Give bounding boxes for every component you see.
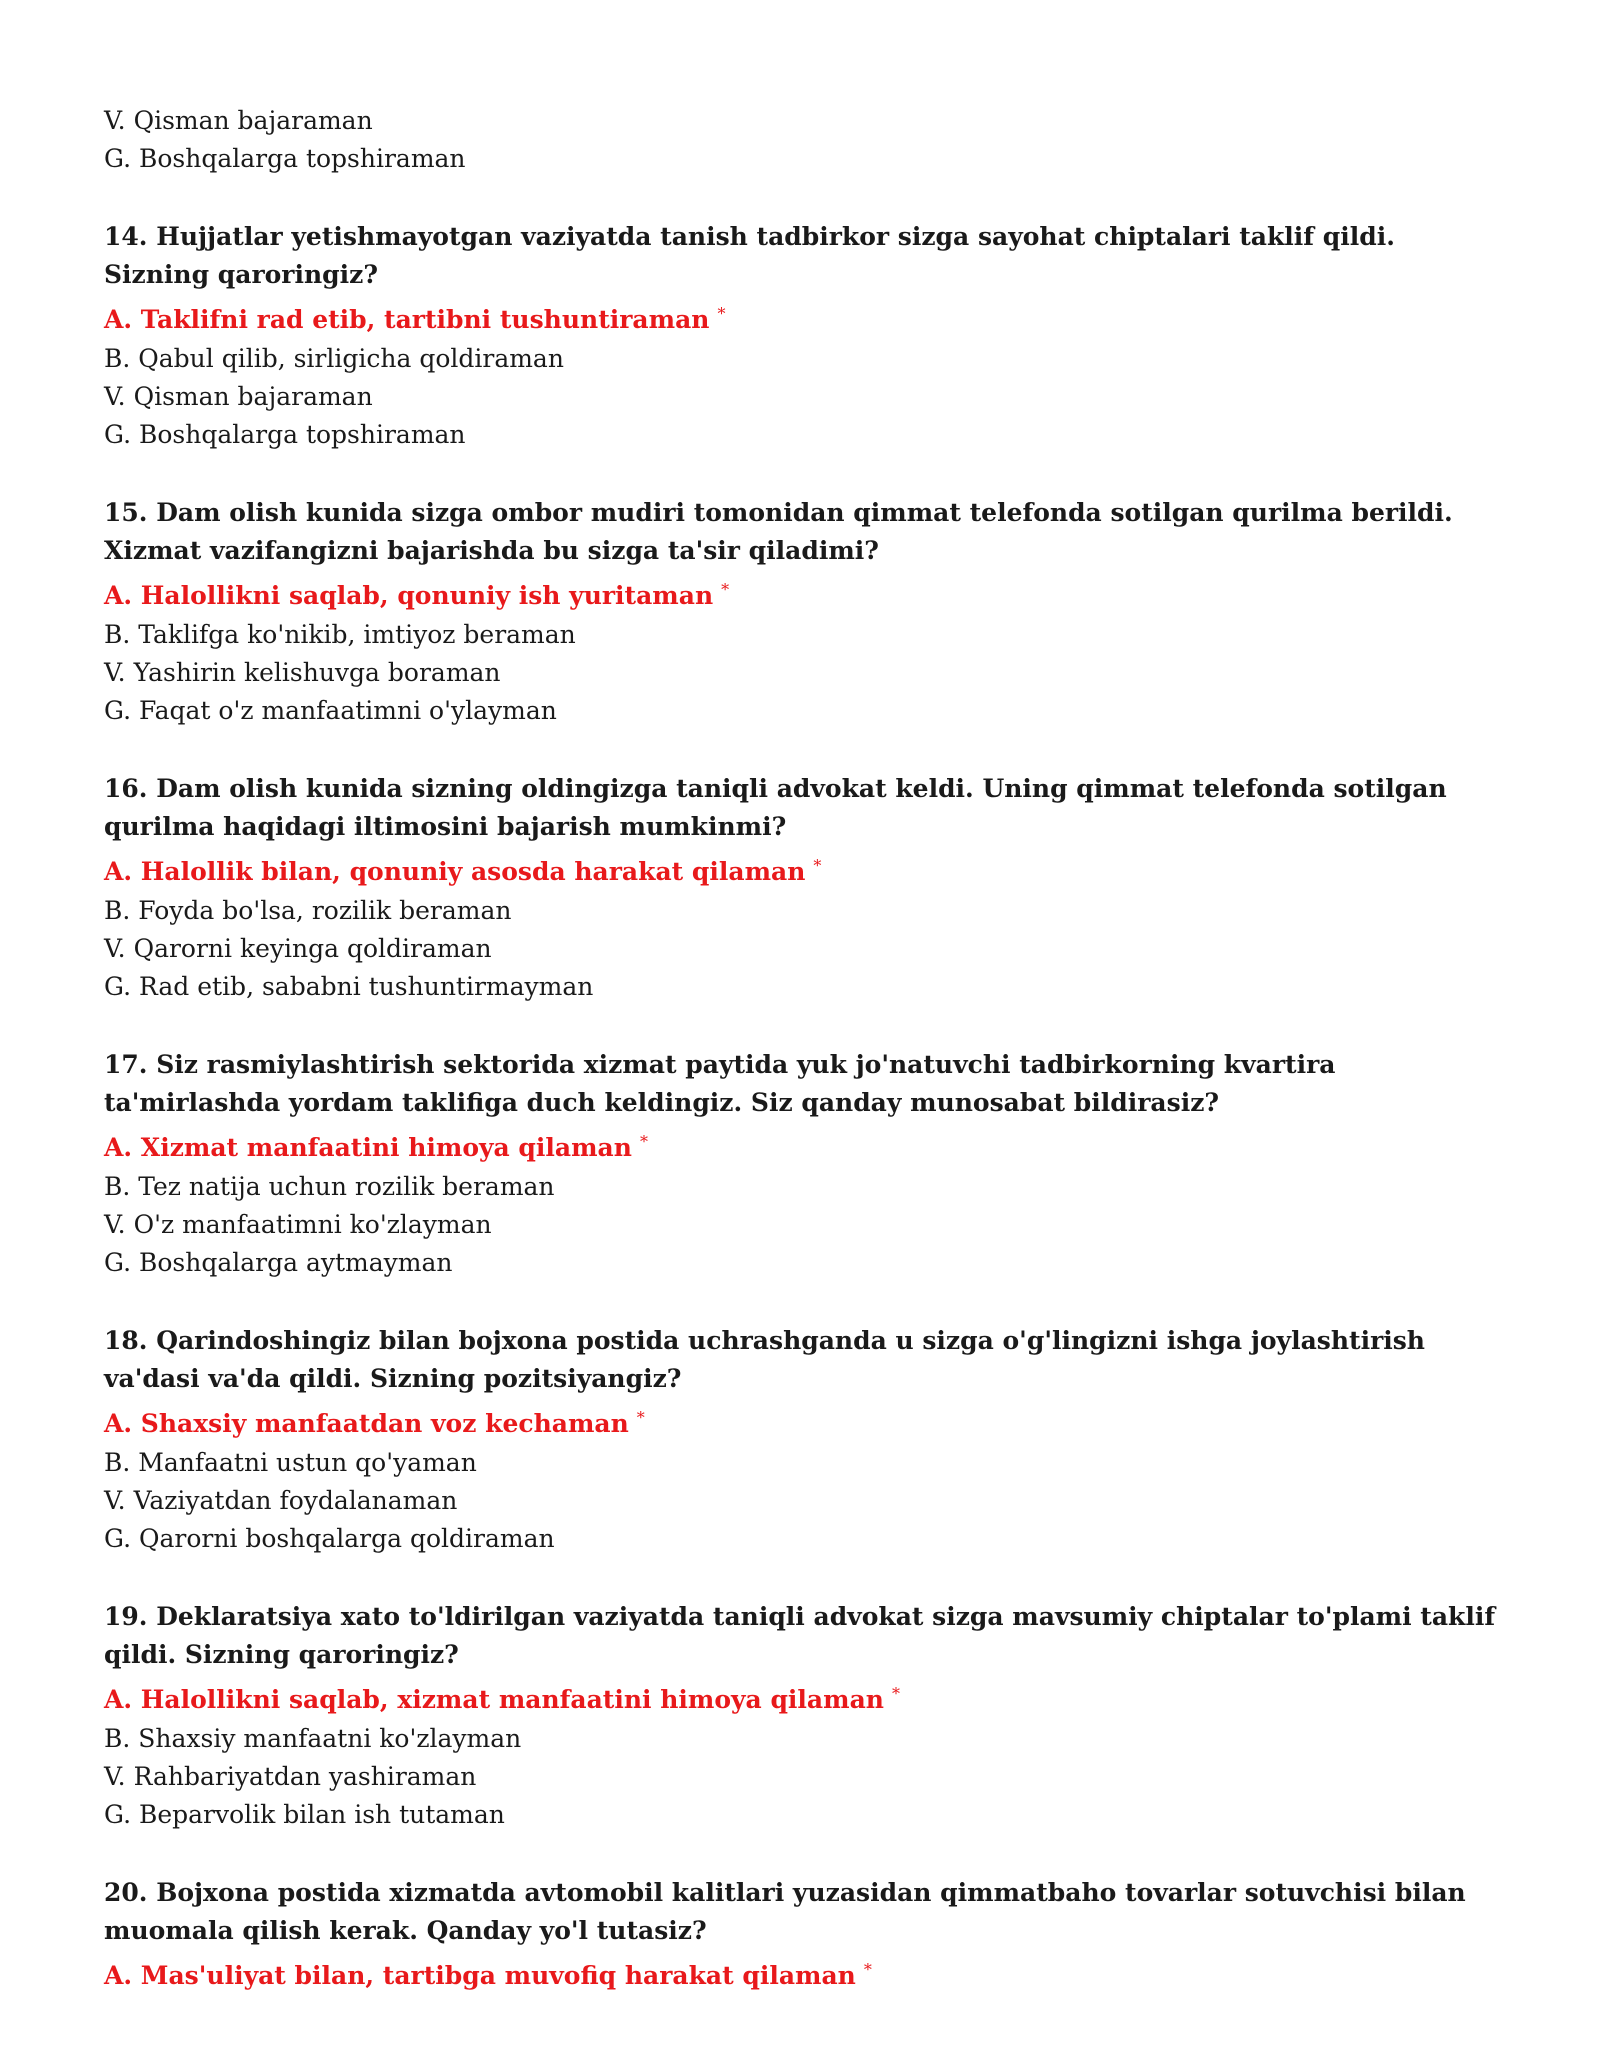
quiz-content xyxy=(104,102,1504,1996)
answer-option: V. Qisman bajaraman xyxy=(104,382,373,411)
question-text: 19. Deklaratsiya xato to'ldirilgan vaziyatda taniqli advokat sizga mavsumiy chiptalar to'plami taklif qildi. Sizning qaroringiz? xyxy=(104,1602,1496,1669)
answer-option: V. O'z manfaatimni ko'zlayman xyxy=(104,1210,492,1239)
answer-option: G. Boshqalarga topshiraman xyxy=(104,144,466,173)
answer-option: V. Rahbariyatdan yashiraman xyxy=(104,1762,477,1791)
answer-option: B. Taklifga ko'nikib, imtiyoz beraman xyxy=(104,620,576,649)
correct-marker: * xyxy=(863,1960,872,1979)
correct-answer xyxy=(104,1122,1504,1168)
question-15 xyxy=(104,494,1504,730)
answer-option: G. Faqat o'z manfaatimni o'ylayman xyxy=(104,696,557,725)
answer-option: B. Qabul qilib, sirligicha qoldiraman xyxy=(104,344,564,373)
correct-marker: * xyxy=(891,1684,900,1703)
correct-answer-text: A. Halollikni saqlab, xizmat manfaatini himoya qilaman xyxy=(104,1685,884,1714)
correct-answer xyxy=(104,1950,1504,1996)
answer-option: V. Vaziyatdan foydalanaman xyxy=(104,1486,458,1515)
question-text: 15. Dam olish kunida sizga ombor mudiri tomonidan qimmat telefonda sotilgan qurilma berildi. Xizmat vazifangizni bajarishda bu sizga ta'sir qiladimi? xyxy=(104,498,1453,565)
correct-marker: * xyxy=(721,580,730,599)
question-text: 20. Bojxona postida xizmatda avtomobil kalitlari yuzasidan qimmatbaho tovarlar sotuvchisi bilan muomala qilish kerak. Qanday yo'l tutasiz? xyxy=(104,1878,1466,1945)
answer-option: G. Qarorni boshqalarga qoldiraman xyxy=(104,1524,555,1553)
correct-answer xyxy=(104,570,1504,616)
question-20 xyxy=(104,1874,1504,1996)
answer-option: B. Manfaatni ustun qo'yaman xyxy=(104,1448,477,1477)
correct-marker: * xyxy=(813,856,822,875)
question-text: 17. Siz rasmiylashtirish sektorida xizmat paytida yuk jo'natuvchi tadbirkorning kvartira ta'mirlashda yordam taklifiga duch keldingiz. Siz qanday munosabat bildirasiz? xyxy=(104,1050,1336,1117)
answer-option: B. Shaxsiy manfaatni ko'zlayman xyxy=(104,1724,522,1753)
question-19 xyxy=(104,1598,1504,1834)
question-18 xyxy=(104,1322,1504,1558)
question-17 xyxy=(104,1046,1504,1282)
answer-option: G. Boshqalarga topshiraman xyxy=(104,420,466,449)
correct-answer xyxy=(104,1398,1504,1444)
question-text: 16. Dam olish kunida sizning oldingizga taniqli advokat keldi. Uning qimmat telefonda sotilgan qurilma haqidagi iltimosini bajarish mumkinmi? xyxy=(104,774,1447,841)
answer-option: G. Boshqalarga aytmayman xyxy=(104,1248,453,1277)
answer-option: V. Yashirin kelishuvga boraman xyxy=(104,658,501,687)
correct-marker: * xyxy=(636,1408,645,1427)
correct-answer-text: A. Xizmat manfaatini himoya qilaman xyxy=(104,1133,632,1162)
question-text: 14. Hujjatlar yetishmayotgan vaziyatda tanish tadbirkor sizga sayohat chiptalari taklif qildi. Sizning qaroringiz? xyxy=(104,222,1395,289)
answer-option: V. Qisman bajaraman xyxy=(104,106,373,135)
correct-marker: * xyxy=(717,304,726,323)
question-14 xyxy=(104,218,1504,454)
answer-option: G. Rad etib, sababni tushuntirmayman xyxy=(104,972,594,1001)
answer-option: B. Tez natija uchun rozilik beraman xyxy=(104,1172,555,1201)
correct-answer-text: A. Halollik bilan, qonuniy asosda harakat qilaman xyxy=(104,857,806,886)
answer-option: G. Beparvolik bilan ish tutaman xyxy=(104,1800,505,1829)
question-text: 18. Qarindoshingiz bilan bojxona postida uchrashganda u sizga o'g'lingizni ishga joylashtirish va'dasi va'da qildi. Sizning pozitsiyangiz? xyxy=(104,1326,1425,1393)
correct-answer xyxy=(104,846,1504,892)
correct-answer xyxy=(104,1674,1504,1720)
answer-option: V. Qarorni keyinga qoldiraman xyxy=(104,934,492,963)
intro-options xyxy=(104,102,1504,178)
correct-answer-text: A. Shaxsiy manfaatdan voz kechaman xyxy=(104,1409,629,1438)
correct-marker: * xyxy=(639,1132,648,1151)
correct-answer xyxy=(104,294,1504,340)
answer-option: B. Foyda bo'lsa, rozilik beraman xyxy=(104,896,512,925)
correct-answer-text: A. Mas'uliyat bilan, tartibga muvofiq harakat qilaman xyxy=(104,1961,856,1990)
correct-answer-text: A. Taklifni rad etib, tartibni tushuntiraman xyxy=(104,305,710,334)
correct-answer-text: A. Halollikni saqlab, qonuniy ish yuritaman xyxy=(104,581,714,610)
question-16 xyxy=(104,770,1504,1006)
